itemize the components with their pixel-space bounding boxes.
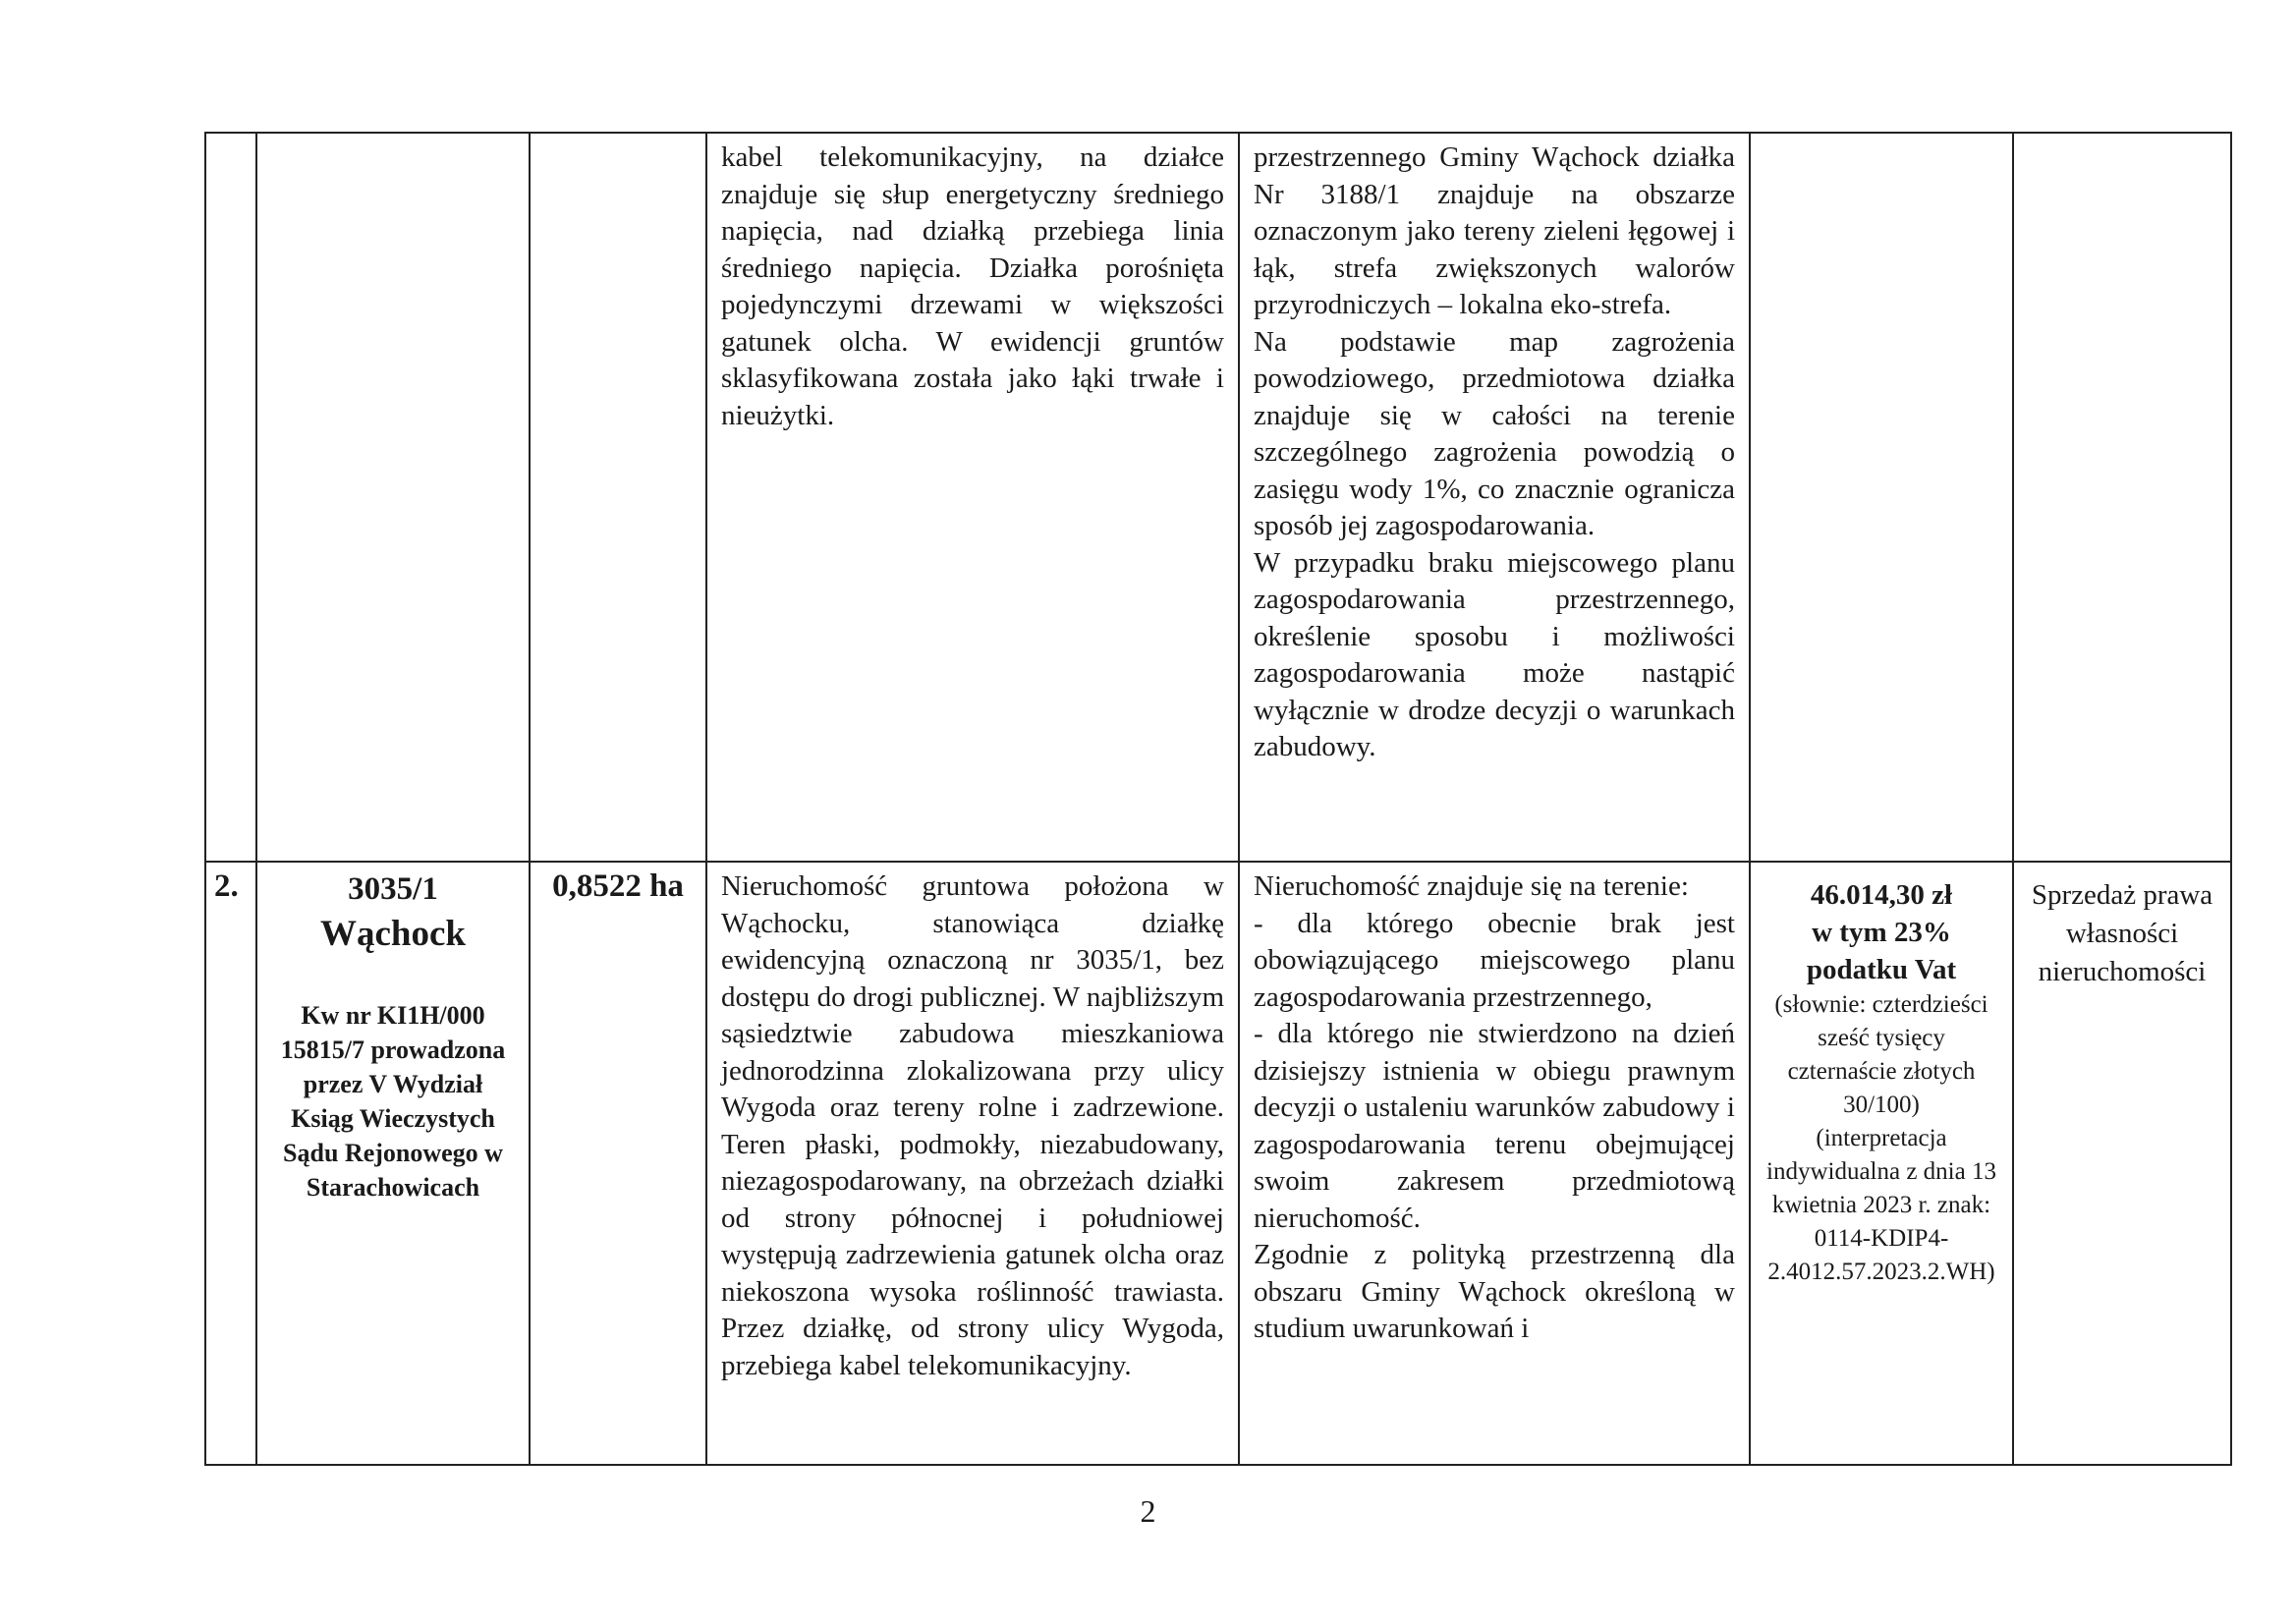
description-paragraph: Nieruchomość gruntowa położona w Wąchocku, stanowiąca działkę ewidencyjną oznaczoną nr 3035/1, bez dostępu do drogi publicznej. W najbliższym sąsiedztwie zabudowa mieszkaniowa jednorodzinna zlokalizowana przy ulicy Wygoda oraz tereny rolne i zadrzewione. Teren płaski, podmokły, niezabudowany, niezagospodarowany, na obrzeżach działki od strony północnej i południowej występują zadrzewienia gatunek olcha oraz niekoszona wysoka roślinność trawiasta. Przez działkę, od strony ulicy Wygoda, przebiega kabel telekomunikacyjny. <box>721 870 1224 1381</box>
plot-cell <box>256 862 530 1465</box>
property-table <box>204 132 2232 1466</box>
disposal-form-cell: Sprzedaż prawa własności nieruchomości <box>2013 862 2231 1465</box>
planning-cell <box>1239 133 1750 862</box>
planning-paragraph: Zgodnie z polityką przestrzenną dla obszaru Gminy Wąchock określoną w studium uwarunkowań i <box>1254 1239 1735 1344</box>
description-cell <box>706 862 1239 1465</box>
plot-town: Wąchock <box>320 914 466 954</box>
description-paragraph: kabel telekomunikacyjny, na działce znajduje się słup energetyczny średniego napięcia, nad działką przebiega linia średniego napięcia. Działka porośnięta pojedynczymi drzewami w większości gatunek olcha. W ewidencji gruntów sklasyfikowana została jako łąki trwałe i nieużytki. <box>721 141 1224 431</box>
plot-cell <box>256 133 530 862</box>
land-register-info: Kw nr KI1H/000 15815/7 prowadzona przez V Wydział Ksiąg Wieczystych Sądu Rejonowego w Starachowicach <box>280 1001 506 1202</box>
price-cell <box>1750 862 2013 1465</box>
price-interpretation: (interpretacja indywidualna z dnia 13 kwietnia 2023 r. znak: 0114-KDIP4-2.4012.57.2023.2.WH) <box>1766 1125 1996 1285</box>
planning-paragraph: Nieruchomość znajduje się na terenie: <box>1254 870 1689 902</box>
planning-paragraph: przestrzennego Gminy Wąchock działka Nr 3188/1 znajduje na obszarze oznaczonym jako tereny zieleni łęgowej i łąk, strefa zwiększonych walorów przyrodniczych – lokalna eko-strefa. <box>1254 141 1735 320</box>
price-cell <box>1750 133 2013 862</box>
planning-paragraph: - dla którego obecnie brak jest obowiązującego miejscowego planu zagospodarowania przestrzennego, <box>1254 907 1735 1013</box>
description-cell <box>706 133 1239 862</box>
price-in-words: (słownie: czterdzieści sześć tysięcy czternaście złotych 30/100) <box>1774 991 1988 1118</box>
planning-paragraph: W przypadku braku miejscowego planu zagospodarowania przestrzennego, określenie sposobu i możliwości zagospodarowania może nastąpić wyłącznie w drodze decyzji o warunkach zabudowy. <box>1254 546 1735 762</box>
price-vat-line-1: w tym 23% <box>1812 917 1951 948</box>
table-row <box>205 862 2231 1465</box>
page-number: 2 <box>1140 1493 1156 1529</box>
disposal-form-cell <box>2013 133 2231 862</box>
planning-cell <box>1239 862 1750 1465</box>
planning-paragraph: - dla którego nie stwierdzono na dzień dzisiejszy istnienia w obiegu prawnym decyzji o ustaleniu warunków zabudowy i zagospodarowania terenu obejmującej swoim zakresem przedmiotową nieruchomość. <box>1254 1018 1735 1234</box>
planning-paragraph: Na podstawie map zagrożenia powodziowego, przedmiotowa działka znajduje się w całości na terenie szczególnego zagrożenia powodzią o zasięgu wody 1%, co znacznie ogranicza sposób jej zagospodarowania. <box>1254 325 1735 541</box>
lp-cell <box>205 133 256 862</box>
area-cell <box>530 133 706 862</box>
lp-cell: 2. <box>205 862 256 1465</box>
table-row <box>205 133 2231 862</box>
price-vat-line-2: podatku Vat <box>1806 954 1957 985</box>
plot-number: 3035/1 <box>348 871 438 907</box>
price-main: 46.014,30 zł <box>1810 879 1953 911</box>
area-cell: 0,8522 ha <box>530 862 706 1465</box>
